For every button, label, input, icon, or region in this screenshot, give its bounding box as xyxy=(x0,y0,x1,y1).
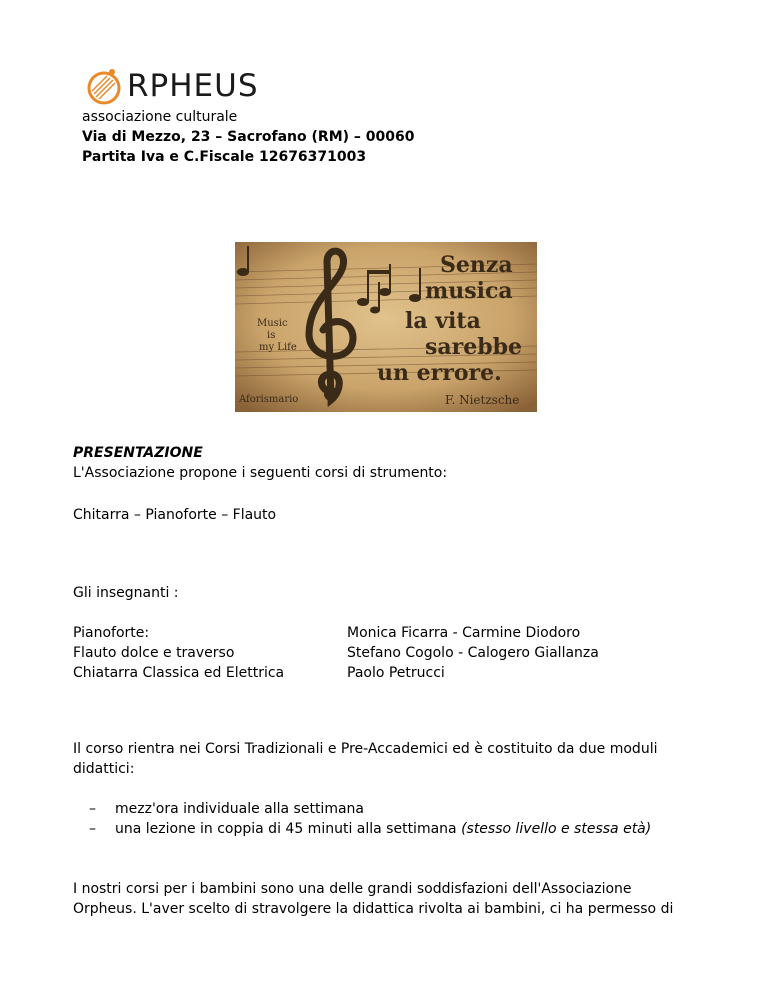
quote-line-4: sarebbe xyxy=(425,334,522,360)
bullet-text: una lezione in coppia di 45 minuti alla settimana xyxy=(115,821,462,837)
bullet-dash: – xyxy=(89,801,96,817)
vat-number: Partita Iva e C.Fiscale 12676371003 xyxy=(82,149,367,165)
teacher-row-names: Paolo Petrucci xyxy=(347,665,445,681)
course-info-line-1: Il corso rientra nei Corsi Tradizionali e Pre-Accademici ed è costituito da due moduli xyxy=(73,741,658,757)
subtitle: associazione culturale xyxy=(82,109,238,125)
orpheus-logo xyxy=(82,66,259,106)
course-list: Chitarra – Pianoforte – Flauto xyxy=(73,507,277,523)
teacher-row-instrument: Pianoforte: xyxy=(73,625,150,641)
quote-author: F. Nietzsche xyxy=(445,393,520,407)
teacher-row-instrument: Flauto dolce e traverso xyxy=(73,645,235,661)
side-line-1: Music xyxy=(257,318,288,329)
children-line-1: I nostri corsi per i bambini sono una delle grandi soddisfazioni dell'Associazione xyxy=(73,881,632,897)
poster-source: Aforismario xyxy=(239,394,299,405)
nietzsche-quote-poster xyxy=(235,242,537,412)
bullet-text: mezz'ora individuale alla settimana xyxy=(115,801,364,817)
bullet-note: (stesso livello e stessa età) xyxy=(461,821,652,837)
quote-line-3: la vita xyxy=(405,308,481,334)
presentation-heading: PRESENTAZIONE xyxy=(73,445,203,461)
teacher-row-names: Stefano Cogolo - Calogero Giallanza xyxy=(347,645,599,661)
teachers-heading: Gli insegnanti : xyxy=(73,585,179,601)
logo-text: RPHEUS xyxy=(127,67,259,104)
children-line-2: Orpheus. L'aver scelto di stravolgere la didattica rivolta ai bambini, ci ha permesso di xyxy=(73,901,674,917)
address: Via di Mezzo, 23 – Sacrofano (RM) – 00060 xyxy=(82,129,415,145)
bullet-dash: – xyxy=(89,821,96,837)
teacher-row-instrument: Chiatarra Classica ed Elettrica xyxy=(73,665,285,681)
teacher-row-names: Monica Ficarra - Carmine Diodoro xyxy=(347,625,581,641)
side-line-3: my Life xyxy=(259,342,297,353)
quote-line-1: Senza xyxy=(440,252,513,278)
bullet-item-2 xyxy=(89,820,651,839)
presentation-intro: L'Associazione propone i seguenti corsi di strumento: xyxy=(73,465,448,481)
quote-line-5: un errore. xyxy=(377,360,502,386)
orpheus-lyre-icon xyxy=(82,66,126,106)
course-info-line-2: didattici: xyxy=(73,761,135,777)
side-line-2: is xyxy=(267,330,276,341)
bullet-item-1 xyxy=(89,800,364,819)
quote-line-2: musica xyxy=(425,278,513,304)
